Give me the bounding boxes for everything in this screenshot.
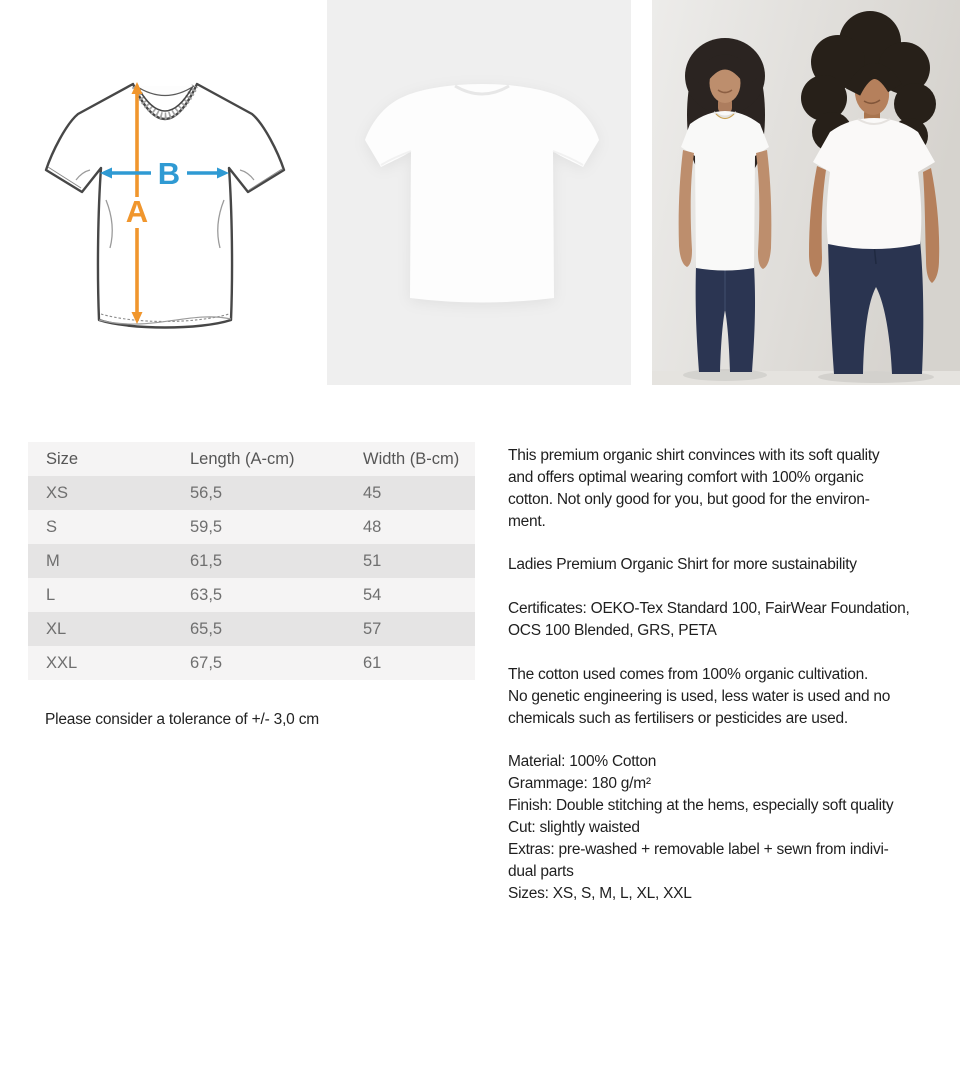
cell-width: 48 [363,517,382,536]
product-description [508,445,938,905]
table-row [28,476,475,510]
description-line: cotton. Not only good for you, but good for the environ- [508,490,870,508]
size-diagram-panel [40,70,290,340]
description-line: OCS 100 Blended, GRS, PETA [508,622,717,640]
tolerance-note: Please consider a tolerance of +/- 3,0 cm [45,711,319,728]
description-line: Extras: pre-washed + removable label + sewn from indivi- [508,841,889,859]
cell-size: L [46,585,56,604]
column-header-size: Size [46,449,79,468]
cell-size: S [46,517,58,536]
tshirt-measurement-diagram [40,70,290,340]
white-tshirt-product-image [327,0,631,385]
cell-size: XXL [46,653,78,672]
size-chart-table [28,442,475,680]
table-row [28,646,475,680]
description-line: ment. [508,512,546,530]
description-line [508,533,938,555]
collar-back-edge [136,86,194,96]
floor-shadow-left [683,369,767,381]
description-line: Certificates: OEKO-Tex Standard 100, FairWear Foundation, [508,600,910,618]
description-line: dual parts [508,862,574,880]
table-header-row [28,442,475,476]
cell-length: 65,5 [190,619,223,638]
description-line: Ladies Premium Organic Shirt for more sustainability [508,556,857,574]
models-photo [652,0,960,385]
cell-length: 56,5 [190,483,223,502]
description-line: Finish: Double stitching at the hems, especially soft quality [508,797,894,815]
product-image-panel [327,0,631,385]
description-line: Grammage: 180 g/m² [508,775,651,793]
description-line: No genetic engineering is used, less water is used and no [508,687,891,705]
description-line: Cut: slightly waisted [508,819,640,837]
table-row [28,544,475,578]
width-measure-label: B [157,156,181,191]
column-header-length: Length (A-cm) [190,449,295,468]
model-right-tshirt [813,118,935,249]
length-measure-label: A [125,194,149,229]
table-row [28,578,475,612]
cell-size: M [46,551,60,570]
cell-length: 59,5 [190,517,223,536]
cell-width: 57 [363,619,382,638]
cell-length: 63,5 [190,585,223,604]
table-row [28,612,475,646]
description-line: and offers optimal wearing comfort with 100% organic [508,468,864,486]
table-row [28,510,475,544]
cell-size: XS [46,483,69,502]
tshirt-outline [46,84,284,328]
description-line: Sizes: XS, S, M, L, XL, XXL [508,884,692,902]
cell-length: 67,5 [190,653,223,672]
cell-width: 54 [363,585,382,604]
description-line: The cotton used comes from 100% organic cultivation. [508,665,869,683]
description-line [508,730,938,752]
description-line: chemicals such as fertilisers or pesticides are used. [508,709,848,727]
cell-length: 61,5 [190,551,223,570]
description-line [508,576,938,598]
description-line: This premium organic shirt convinces with its soft quality [508,447,880,464]
description-line: Material: 100% Cotton [508,753,657,771]
cell-width: 61 [363,653,382,672]
cell-width: 45 [363,483,382,502]
description-line [508,642,938,664]
column-header-width: Width (B-cm) [363,449,460,468]
cell-width: 51 [363,551,382,570]
cell-size: XL [46,619,67,638]
models-photo-panel [652,0,960,385]
